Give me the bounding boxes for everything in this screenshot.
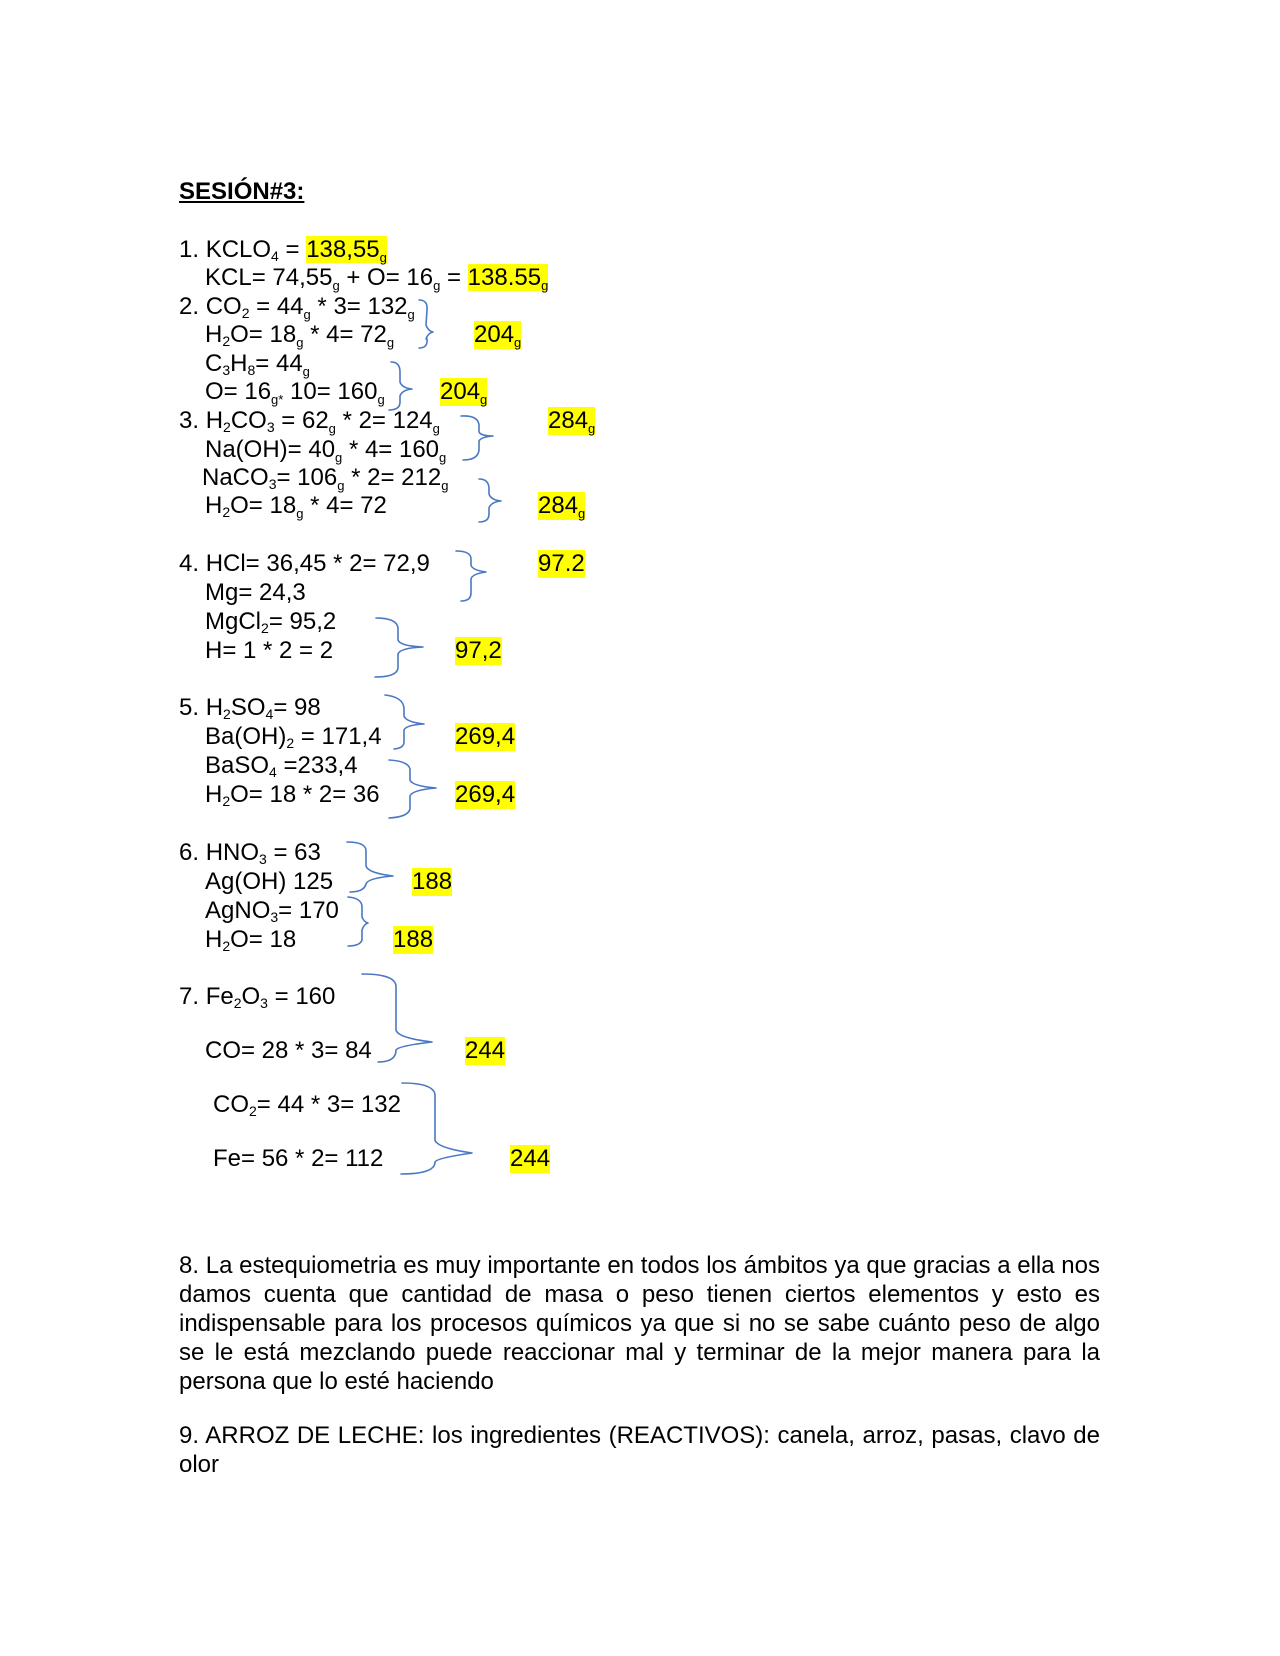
q5-line-4: $H_2O= 18 * 2= 36$	[205, 781, 380, 809]
brace-q4-a	[456, 551, 486, 601]
brace-q5-a	[385, 695, 424, 749]
q6-line-4: $H_2O= 18$	[205, 926, 297, 954]
q3-sum-1: $284_g$	[548, 407, 596, 436]
brace-q2-b	[389, 362, 412, 410]
q3-line-4: $H_2O= 18_g * 4= 72$	[205, 492, 387, 521]
q3-line-3: NaCO$_3$= $106_g * 2= 212_g$	[202, 464, 449, 493]
q4-line-2: Mg= 24,3	[205, 579, 306, 606]
q2-sum-1: $204_g$	[474, 321, 522, 350]
brace-q6-a	[347, 842, 393, 892]
q3-sum-2: $284_g$	[538, 492, 586, 521]
q1-line-2: $KCL= 74,55_g + O= 16_g = 138.55_g$	[205, 264, 549, 293]
page-title: SESIÓN#3:	[179, 178, 305, 205]
q2-line-3: $C_3H_8= 44_g$	[205, 350, 310, 379]
q4-line-1: 4. HCl= 36,45 * 2= 72,9	[179, 550, 430, 577]
q3-line-2: $Na(OH)= 40_g * 4= 160_g$	[205, 436, 447, 465]
brace-q2-a	[419, 300, 433, 348]
q2-line-4: $O= 16_{g*}$ $10= 160_g$	[205, 378, 385, 407]
q5-line-2: $Ba(OH)_2 = 171,4$	[205, 723, 382, 751]
brace-q6-b	[348, 897, 368, 946]
q5-line-3: BaSO$_4$ =233,4	[205, 752, 358, 780]
q7-line-1: 7. $Fe_2O_3 = 160$	[179, 983, 336, 1011]
q9-paragraph: 9. ARROZ DE LECHE: los ingredientes (REACTIVOS): canela, arroz, pasas, clavo de olor	[179, 1422, 1100, 1478]
q7-sum-2: 244	[510, 1145, 551, 1172]
q5-line-1: 5. $H_2SO_4= 98$	[179, 694, 321, 722]
q7-line-4: Fe= 56 * 2= 112	[213, 1145, 384, 1172]
q1-sum-highlight: $138.55_g$	[467, 264, 549, 293]
q2-sum-2: $204_g$	[440, 378, 488, 407]
q6-sum-2: 188	[393, 926, 434, 953]
brace-q3-b	[479, 479, 501, 522]
q4-line-4: H= 1 * 2 = 2	[205, 637, 334, 664]
q2-line-2: $H_2O= 18_g * 4= 72_g$	[205, 321, 395, 350]
brace-q3-a	[461, 416, 493, 460]
q1-line-1: 1. $KCLO_4 = 138,55_g$	[179, 236, 387, 265]
q7-line-2: CO= 28 * 3= 84	[205, 1037, 372, 1064]
q5-sum-2: 269,4	[455, 781, 516, 808]
brace-q7-b	[401, 1083, 472, 1174]
q7-sum-1: 244	[465, 1037, 506, 1064]
q6-line-1: 6. $HNO_3 = 63$	[179, 839, 321, 867]
q6-line-2: Ag(OH) 125	[205, 868, 334, 895]
q2-line-1: 2. $CO_2 = 44_g * 3= 132_g$	[179, 293, 415, 322]
q1-result-highlight: $138,55_g$	[306, 236, 387, 265]
q4-line-3: MgCl$_2$= 95,2	[205, 608, 337, 636]
q3-line-1: 3. $H_2CO_3 = 62_g * 2= 124_g$	[179, 407, 440, 436]
q4-sum-1: 97.2	[538, 550, 585, 577]
q6-sum-1: 188	[412, 868, 453, 895]
brace-q4-b	[375, 618, 423, 677]
q5-sum-1: 269,4	[455, 723, 516, 750]
q4-sum-2: 97,2	[455, 637, 502, 664]
q8-paragraph: 8. La estequiometria es muy importante en todos los ámbitos ya que gracias a ella nos damos cuenta que cantidad de masa o peso tienen ciertos elementos y esto es indispensable para los procesos químicos ya que si no se sabe cuánto peso de algo se le está mezclando puede reaccionar mal y terminar de la mejor manera para la persona que lo esté haciendo	[179, 1252, 1100, 1395]
q6-line-3: AgNO$_3$= 170	[205, 897, 339, 925]
brace-q5-b	[389, 760, 436, 818]
q7-line-3: $CO_2= 44 * 3= 132$	[213, 1091, 401, 1119]
brace-q7-a	[362, 974, 432, 1062]
